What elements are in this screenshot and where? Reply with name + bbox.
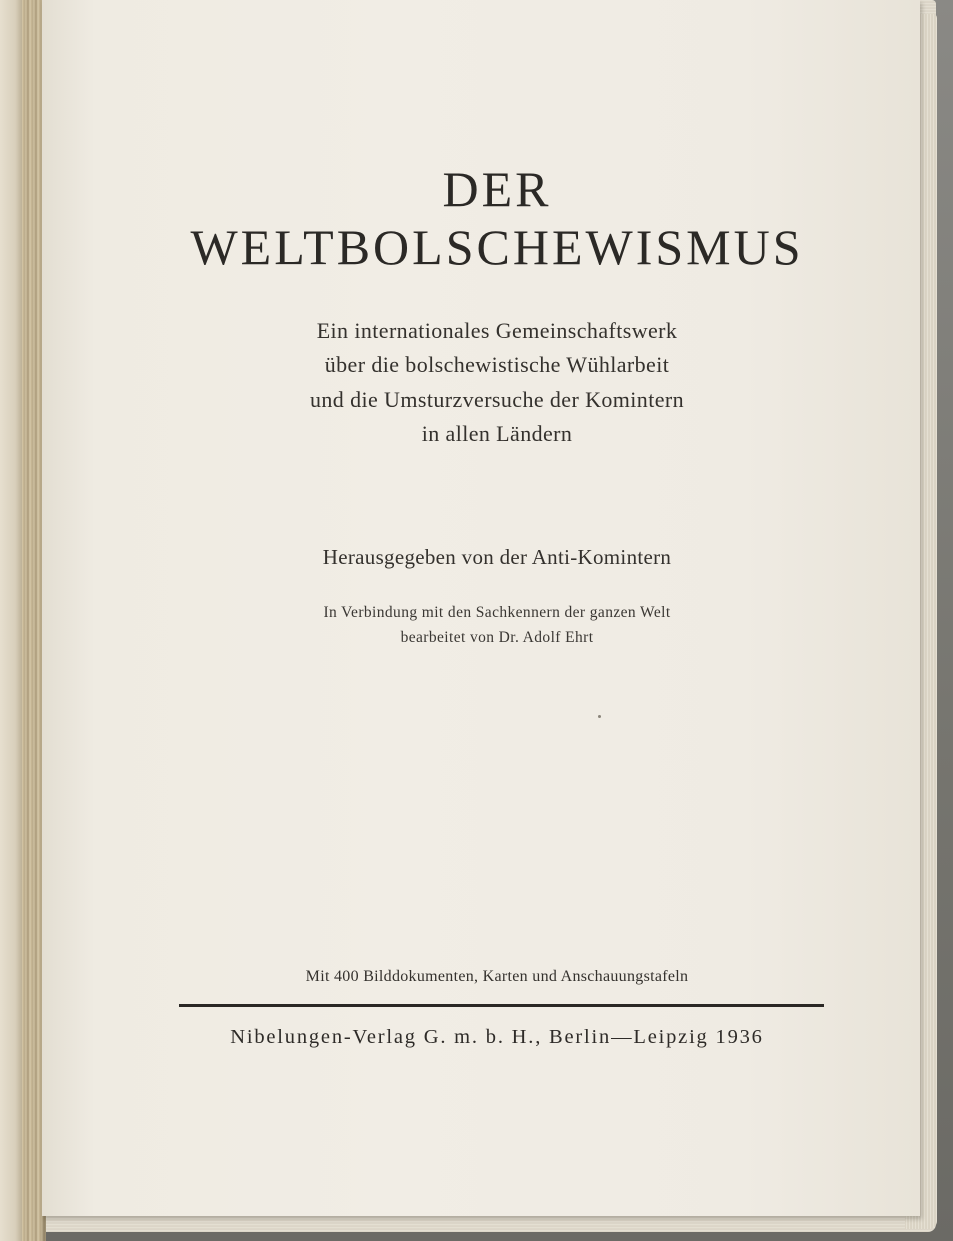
cover-edge [0, 0, 22, 1241]
book-spine [0, 0, 46, 1241]
subtitle-line-4: in allen Ländern [421, 421, 573, 446]
collaboration-line-2: bearbeitet von Dr. Adolf Ehrt [400, 629, 594, 646]
publisher-line: Nibelungen-Verlag G. m. b. H., Berlin—Leipzig 1936 [230, 1026, 764, 1048]
title-line-2: WELTBOLSCHEWISMUS [190, 219, 804, 275]
subtitle-line-2: über die bolschewistische Wühlarbeit [324, 352, 670, 377]
title-page [42, 0, 920, 1216]
collaboration-line-1: In Verbindung mit den Sachkennern der ganzen Welt [323, 604, 671, 621]
title-line-1: DER [442, 161, 552, 217]
paper-speck [598, 715, 601, 718]
divider-rule [179, 1004, 824, 1007]
editor-line: Herausgegeben von der Anti-Komintern [322, 545, 672, 569]
illustrations-note: Mit 400 Bilddokumenten, Karten und Anschauungstafeln [305, 968, 689, 985]
subtitle-line-1: Ein internationales Gemeinschaftswerk [316, 318, 678, 343]
subtitle-line-3: und die Umsturzversuche der Komintern [309, 387, 685, 412]
